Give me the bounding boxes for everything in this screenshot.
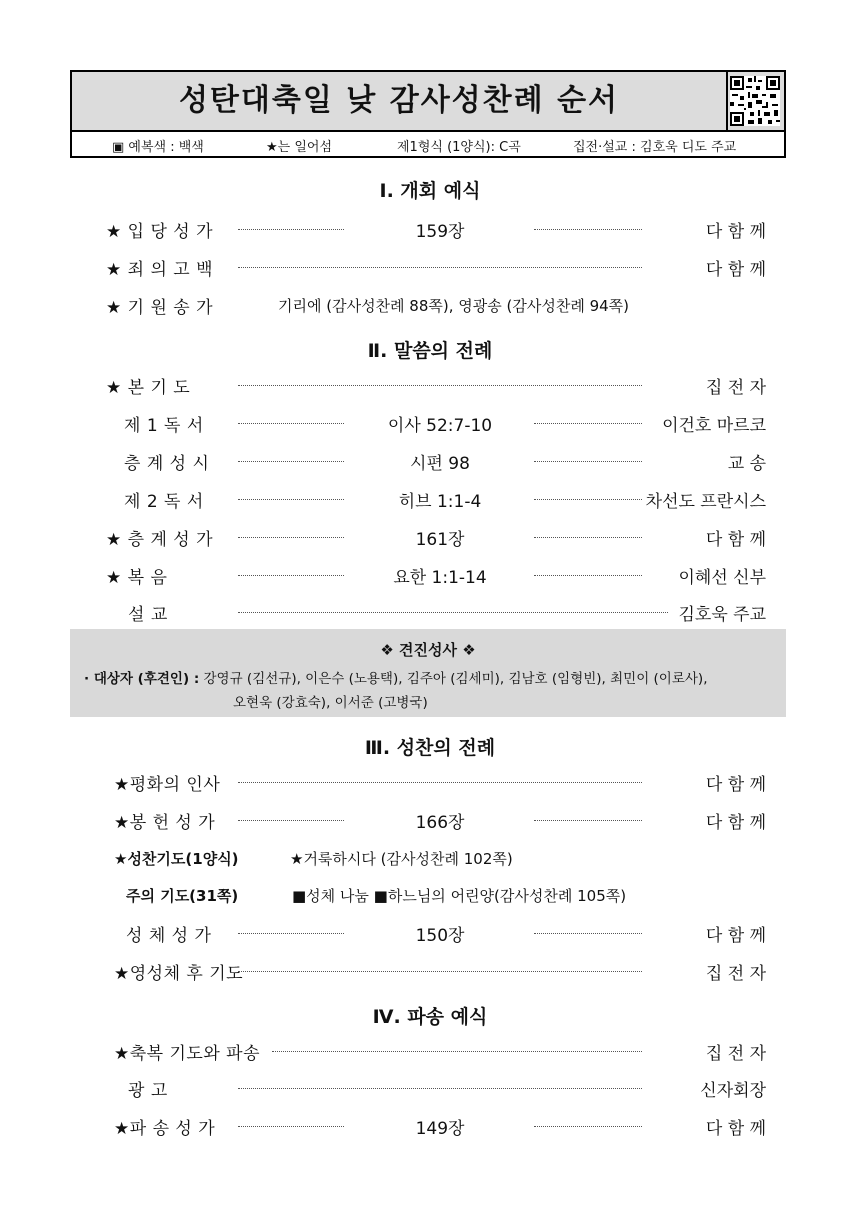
section-heading: Ⅱ. 말씀의 전례 bbox=[367, 340, 493, 362]
item-label: 층 계 성 시 bbox=[124, 454, 210, 474]
item-performer: 신자회장 bbox=[700, 1081, 766, 1101]
item-detail: 159장 bbox=[415, 222, 465, 242]
item-performer: 다 함 께 bbox=[705, 1119, 766, 1139]
list-item bbox=[0, 843, 860, 871]
confirmation-candidates bbox=[84, 667, 708, 687]
list-item bbox=[0, 290, 860, 318]
leader-dots bbox=[238, 1088, 642, 1089]
sub-header bbox=[70, 132, 786, 158]
list-item bbox=[0, 956, 860, 984]
list-item bbox=[0, 805, 860, 833]
item-label: ★ 입 당 성 가 bbox=[106, 222, 214, 242]
header-box bbox=[70, 70, 786, 132]
list-item bbox=[0, 1036, 860, 1064]
item-performer: 이혜선 신부 bbox=[678, 568, 766, 588]
leader-dots bbox=[272, 1051, 642, 1052]
leader-dots bbox=[534, 933, 642, 934]
item-detail: 요한 1:1-14 bbox=[393, 568, 487, 588]
leader-dots bbox=[534, 461, 642, 462]
leader-dots bbox=[534, 820, 642, 821]
rite-form: 제1형식 (1양식): C곡 bbox=[397, 140, 521, 155]
item-label: 제 2 독 서 bbox=[124, 492, 204, 512]
leader-dots bbox=[534, 499, 642, 500]
candidates-line-2: 오현욱 (강효숙), 이서준 (고병국) bbox=[233, 695, 428, 711]
qr-code-icon bbox=[730, 76, 780, 126]
list-item bbox=[0, 370, 860, 398]
item-performer: 집 전 자 bbox=[705, 964, 766, 984]
celebrant: 집전·설교 : 김호욱 디도 주교 bbox=[573, 140, 737, 155]
item-performer: 다 함 께 bbox=[705, 530, 766, 550]
list-item bbox=[0, 560, 860, 588]
list-item bbox=[0, 484, 860, 512]
item-performer: 집 전 자 bbox=[705, 1044, 766, 1064]
item-performer: 집 전 자 bbox=[705, 378, 766, 398]
item-label: ★ 기 원 송 가 bbox=[106, 298, 214, 318]
vestment-color: ▣ 예복색 : 백색 bbox=[112, 140, 204, 155]
candidates-label: · 대상자 (후견인) : bbox=[84, 671, 200, 687]
leader-dots bbox=[534, 423, 642, 424]
list-item bbox=[0, 597, 860, 625]
leader-dots bbox=[238, 612, 668, 613]
item-label: 제 1 독 서 bbox=[124, 416, 204, 436]
list-item bbox=[0, 446, 860, 474]
item-label: ★ 층 계 성 가 bbox=[106, 530, 214, 550]
leader-dots bbox=[238, 820, 344, 821]
section-heading: Ⅳ. 파송 예식 bbox=[372, 1006, 488, 1028]
list-item bbox=[0, 767, 860, 795]
item-detail: ■성체 나눔 ■하느님의 어린양(감사성찬례 105쪽) bbox=[292, 887, 627, 905]
item-label: ★ 본 기 도 bbox=[106, 378, 191, 398]
list-item bbox=[0, 1111, 860, 1139]
item-label: ★ 복 음 bbox=[106, 568, 168, 588]
page-title: 성탄대축일 낮 감사성찬례 순서 bbox=[178, 83, 620, 118]
list-item bbox=[0, 522, 860, 550]
leader-dots bbox=[238, 423, 344, 424]
item-performer: 교 송 bbox=[727, 454, 766, 474]
item-label: 주의 기도(31쪽) bbox=[126, 887, 239, 905]
leader-dots bbox=[238, 499, 344, 500]
item-label: ★봉 헌 성 가 bbox=[114, 813, 216, 833]
leader-dots bbox=[238, 1126, 344, 1127]
item-performer: 다 함 께 bbox=[705, 222, 766, 242]
leader-dots bbox=[238, 229, 344, 230]
item-detail: 히브 1:1-4 bbox=[398, 492, 482, 512]
item-performer: 다 함 께 bbox=[705, 260, 766, 280]
list-item bbox=[0, 214, 860, 242]
leader-dots bbox=[238, 385, 642, 386]
list-item bbox=[0, 408, 860, 436]
list-item bbox=[0, 880, 860, 908]
item-detail: 기리에 (감사성찬례 88쪽), 영광송 (감사성찬례 94쪽) bbox=[278, 297, 630, 315]
item-performer: 차선도 프란시스 bbox=[645, 492, 766, 512]
leader-dots bbox=[238, 971, 642, 972]
item-detail: 150장 bbox=[415, 926, 465, 946]
item-label: ★ 죄 의 고 백 bbox=[106, 260, 214, 280]
leader-dots bbox=[534, 1126, 642, 1127]
item-label: ★영성체 후 기도 bbox=[114, 964, 244, 984]
leader-dots bbox=[238, 267, 642, 268]
item-performer: 다 함 께 bbox=[705, 775, 766, 795]
candidates-line-1: 강영규 (김선규), 이은수 (노용택), 김주아 (김세미), 김남호 (임형빈), 최민이 (이로사), bbox=[203, 671, 708, 687]
item-label: 성 체 성 가 bbox=[126, 926, 212, 946]
list-item bbox=[0, 918, 860, 946]
item-detail: 166장 bbox=[415, 813, 465, 833]
section-heading: Ⅰ. 개회 예식 bbox=[379, 180, 481, 202]
item-performer: 이건호 마르코 bbox=[662, 416, 766, 436]
item-performer: 다 함 께 bbox=[705, 926, 766, 946]
leader-dots bbox=[534, 537, 642, 538]
divider bbox=[726, 72, 728, 130]
leader-dots bbox=[238, 782, 642, 783]
item-label: 광 고 bbox=[128, 1081, 168, 1101]
item-detail: 이사 52:7-10 bbox=[387, 416, 493, 436]
item-detail: ★거룩하시다 (감사성찬례 102쪽) bbox=[290, 850, 513, 868]
item-label: ★평화의 인사 bbox=[114, 775, 221, 795]
leader-dots bbox=[534, 575, 642, 576]
section-heading: Ⅲ. 성찬의 전례 bbox=[364, 737, 496, 759]
item-label: ★파 송 성 가 bbox=[114, 1119, 216, 1139]
item-performer: 다 함 께 bbox=[705, 813, 766, 833]
item-detail: 149장 bbox=[415, 1119, 465, 1139]
standing-note: ★는 일어섬 bbox=[266, 140, 333, 155]
list-item bbox=[0, 1073, 860, 1101]
confirmation-title: ❖ 견진성사 ❖ bbox=[380, 641, 476, 659]
item-detail: 시편 98 bbox=[410, 454, 470, 474]
item-label: ★축복 기도와 파송 bbox=[114, 1044, 261, 1064]
item-label: ★성찬기도(1양식) bbox=[114, 850, 239, 868]
confirmation-box bbox=[70, 629, 786, 717]
leader-dots bbox=[238, 575, 344, 576]
item-label: 설 교 bbox=[128, 605, 168, 625]
leader-dots bbox=[238, 461, 344, 462]
leader-dots bbox=[534, 229, 642, 230]
item-detail: 161장 bbox=[415, 530, 465, 550]
item-performer: 김호욱 주교 bbox=[678, 605, 766, 625]
list-item bbox=[0, 252, 860, 280]
leader-dots bbox=[238, 933, 344, 934]
leader-dots bbox=[238, 537, 344, 538]
